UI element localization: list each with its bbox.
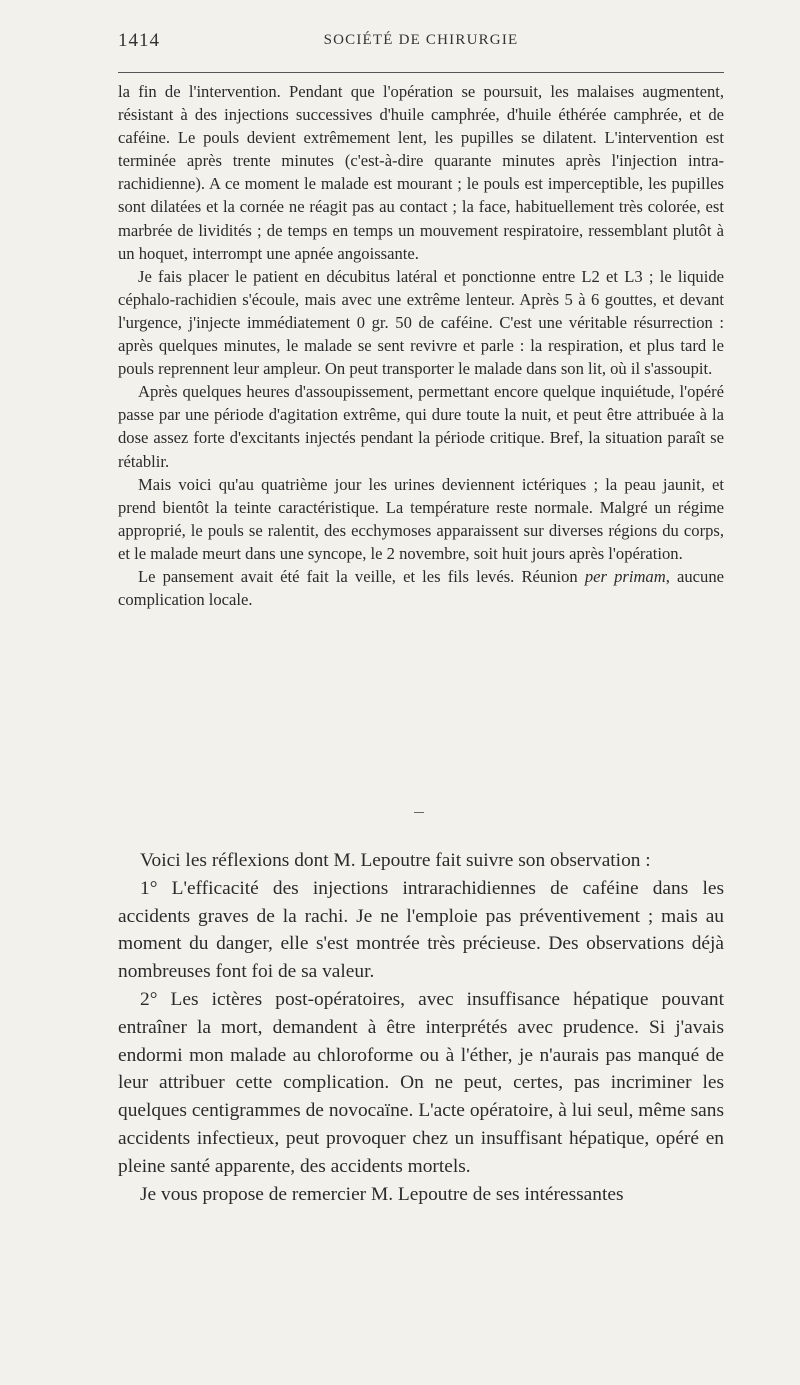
running-title: SOCIÉTÉ DE CHIRURGIE: [323, 32, 519, 48]
case-paragraph-5-end: , aucune complication locale.: [118, 566, 724, 610]
case-paragraph-5-start: Le pansement avait été fait la veille, et les fils levés. Réunion: [138, 566, 585, 586]
case-paragraph-3: Après quelques heures d'assoupissement, permettant encore quelque inquiétude, l'opéré passe par une période d'agitation extrême, qui dure toute la nuit, et peut être attribuée à la dose assez forte d'excitants injectés pendant la période critique. Bref, la situation paraît se rétablir.: [118, 382, 724, 471]
reflections-intro: Voici les réflexions dont M. Lepoutre fait suivre son observation :: [140, 850, 651, 871]
reflections-section: [118, 847, 724, 1208]
case-report-section: [118, 80, 724, 611]
case-paragraph-2: Je fais placer le patient en décubitus latéral et ponctionne entre L2 et L3 ; le liquide céphalo-rachidien s'écoule, mais avec une extrême lenteur. Après 5 à 6 gouttes, et devant l'urgence, j'injecte immédiatement 0 gr. 50 de caféine. C'est une véritable résurrection : après quelques minutes, le malade se sent revivre et parle : la respiration, et plus tard le pouls reprennent leur ampleur. On peut transporter le malade dans son lit, où il s'assoupit.: [118, 266, 724, 379]
case-paragraph-4: Mais voici qu'au quatrième jour les urines deviennent ictériques ; la peau jaunit, et prend bientôt la teinte caractéristique. La température reste normale. Malgré un régime approprié, le pouls se ralentit, des ecchymoses apparaissent sur diverses régions du corps, et le malade meurt dans une syncope, le 2 novembre, soit huit jours après l'opération.: [118, 474, 724, 563]
case-paragraph-1: la fin de l'intervention. Pendant que l'opération se poursuit, les malaises augmentent, résistant à des injections successives d'huile camphrée, d'huile éthérée camphrée, et de caféine. Le pouls devient extrêmement lent, les pupilles se dilatent. L'intervention est terminée après trente minutes (c'est-à-dire quarante minutes après l'injection intra-rachidienne). A ce moment le malade est mourant ; le pouls est imperceptible, les pupilles sont dilatées et la cornée ne réagit pas au contact ; la face, habituellement très colorée, est marbrée de lividités ; de temps en temps un mouvement respiratoire, ressemblant plutôt à un hoquet, interrompt une apnée angoissante.: [118, 82, 724, 263]
page-number: 1414: [118, 30, 160, 51]
header-rule: [118, 72, 724, 73]
case-paragraph-5: [118, 565, 724, 611]
latin-term: per primam: [584, 566, 666, 586]
reflection-point-1: 1° L'efficacité des injections intrarachidiennes de caféine dans les accidents graves de la rachi. Je ne l'emploie pas préventivement ; mais au moment du danger, elle s'est montrée très précieuse. Des observations déjà nombreuses font foi de sa valeur.: [118, 877, 724, 983]
section-separator: [414, 812, 424, 813]
page-header: [118, 30, 724, 56]
reflection-point-2: 2° Les ictères post-opératoires, avec insuffisance hépatique pouvant entraîner la mort, demandent à être interprétés avec prudence. Si j'avais endormi mon malade au chloroforme ou à l'éther, je n'aurais pas manqué de leur attribuer cette complication. On ne peut, certes, pas incriminer les quelques centigrammes de novocaïne. L'acte opératoire, à lui seul, même sans accidents infectieux, peut provoquer chez un insuffisant hépatique, opéré en pleine santé apparente, des accidents mortels.: [118, 988, 724, 1177]
closing-paragraph: Je vous propose de remercier M. Lepoutre de ses intéressantes: [140, 1183, 624, 1205]
